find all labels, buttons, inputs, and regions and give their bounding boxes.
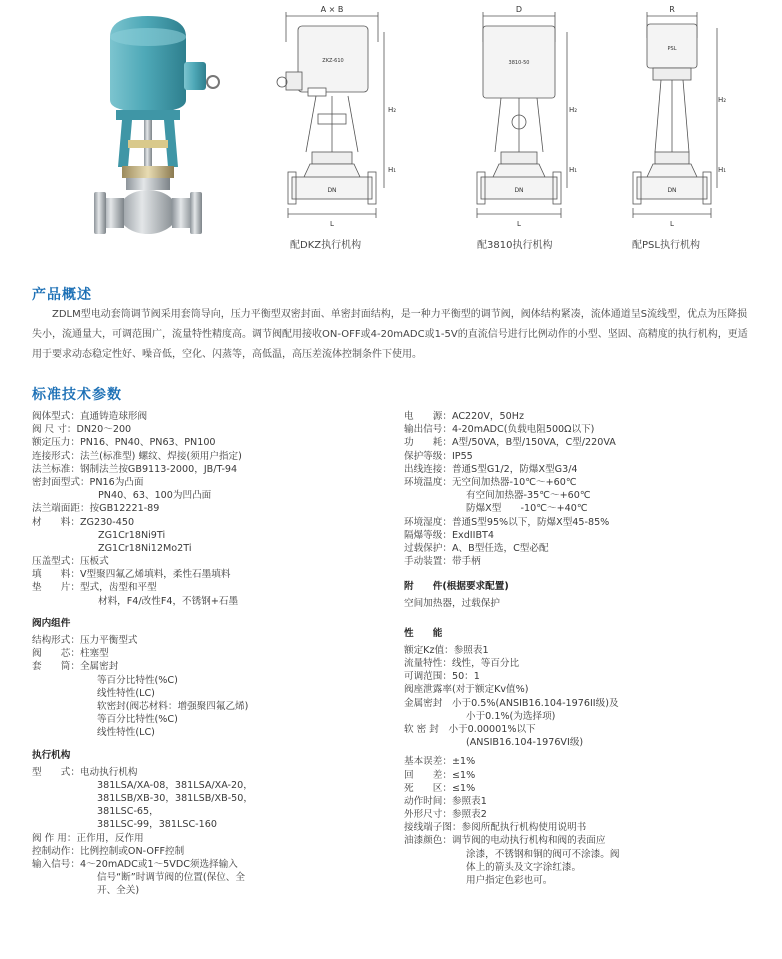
body-label: DN xyxy=(667,187,677,194)
spec-line: 保护等级：IP55 xyxy=(404,450,473,462)
spec-line: 死 区：≤1% xyxy=(404,782,476,794)
dim-h1: H₁ xyxy=(388,166,397,174)
spec-line: 涂漆，不锈钢和铜的阀可不涂漆。阀 xyxy=(466,848,620,860)
drawing-dkz xyxy=(272,2,397,238)
dim-l: L xyxy=(670,220,674,228)
spec-line: 软 密 封 小于0.00001%以下 xyxy=(404,723,536,735)
caption-3810: 配3810执行机构 xyxy=(477,240,553,251)
dim-l: L xyxy=(330,220,334,228)
spec-line: 环境温度：无空间加热器-10℃～+60℃ xyxy=(404,476,577,488)
actuator-label: 3810-50 xyxy=(508,60,530,66)
spec-line: 可调范围：50：1 xyxy=(404,671,480,683)
spec-line: 动作时间：参照表1 xyxy=(404,795,487,807)
spec-line: 381LSA/XA-08，381LSA/XA-20， xyxy=(97,779,253,791)
spec-line: 金属密封 小于0.5%(ANSIB16.104-1976II级)及 xyxy=(404,697,619,709)
spec-line: 隔爆等级：ExdIIBT4 xyxy=(404,529,495,541)
spec-line: 防爆X型 -10℃～+40℃ xyxy=(466,503,588,515)
spec-line: 压盖型式：压板式 xyxy=(32,556,109,568)
dim-h2: H₂ xyxy=(718,96,727,104)
body-label: DN xyxy=(327,187,337,194)
dim-top: D xyxy=(515,5,523,14)
spec-line: PN40、63、100为凹凸面 xyxy=(98,490,212,502)
spec-line: 法兰端面距：按GB12221-89 xyxy=(32,503,160,515)
spec-line: 密封面型式：PN16为凸面 xyxy=(32,476,144,488)
spec-line: 额定Kz值：参照表1 xyxy=(404,644,489,656)
spec-line: 电 源：AC220V，50Hz xyxy=(404,411,524,422)
spec-line: 线性特性(LC) xyxy=(97,687,155,699)
psl-dimension-drawing-icon xyxy=(625,2,725,234)
overview-heading: 产品概述 xyxy=(32,287,92,303)
caption-dkz: 配DKZ执行机构 xyxy=(290,240,362,251)
spec-line: 出线连接：普通S型G1/2，防爆X型G3/4 xyxy=(404,463,578,475)
dim-l: L xyxy=(517,220,521,228)
dim-top: R xyxy=(669,5,675,14)
spec-line: 控制动作：比例控制或ON-OFF控制 xyxy=(32,845,185,857)
dkz-dimension-drawing-icon xyxy=(272,2,397,234)
drawing-3810 xyxy=(465,2,578,238)
spec-line: 线性特性(LC) xyxy=(97,727,155,739)
spec-line: 回 差：≤1% xyxy=(404,769,476,781)
spec-line: 有空间加热器-35℃～+60℃ xyxy=(466,490,591,502)
spec-line: 小于0.1%(为选择项) xyxy=(466,710,556,722)
spec-line: 开、全关) xyxy=(97,885,140,897)
accessory-heading: 附 件(根据要求配置) xyxy=(404,581,509,593)
spec-line: 手动装置：带手柄 xyxy=(404,556,481,568)
electric-valve-photo-icon xyxy=(88,2,238,240)
spec-line: 软密封(阀芯材料：增强聚四氟乙烯) xyxy=(97,700,249,712)
spec-line: 功 耗：A型/50VA，B型/150VA，C型/220VA xyxy=(404,437,616,449)
spec-line: 环境湿度：普通S型95%以下，防爆X型45-85% xyxy=(404,516,610,528)
caption-psl: 配PSL执行机构 xyxy=(632,240,700,251)
drawing-psl xyxy=(625,2,725,238)
spec-line: 连接形式：法兰(标准型) 螺纹、焊接(须用户指定) xyxy=(32,450,242,462)
spec-line: 基本误差：±1% xyxy=(404,756,476,768)
spec-line: 信号“断”时调节阀的位置(保位、全 xyxy=(97,872,245,884)
valve-photo xyxy=(88,2,238,240)
spec-line: 输入信号：4～20mADC或1～5VDC须选择输入 xyxy=(32,859,238,871)
specs-left-column xyxy=(32,410,372,898)
dim-h2: H₂ xyxy=(569,106,578,114)
spec-line: 填 料：V型聚四氟乙烯填料，柔性石墨填料 xyxy=(32,569,231,581)
3810-dimension-drawing-icon xyxy=(465,2,578,234)
spec-line: 油漆颜色：调节阀的电动执行机构和阀的表面应 xyxy=(404,835,606,847)
actuator-label: ZKZ-610 xyxy=(322,58,344,64)
spec-line: 阀体型式：直通铸造球形阀 xyxy=(32,411,148,422)
spec-line: 381LSB/XB-30，381LSB/XB-50， xyxy=(97,793,253,805)
performance-heading: 性 能 xyxy=(404,627,443,639)
spec-line: 套 筒：全属密封 xyxy=(32,661,119,673)
spec-line: 结构形式：压力平衡型式 xyxy=(32,635,138,647)
actuator-label: PSL xyxy=(667,46,677,52)
spec-line: (ANSIB16.104-1976VI级) xyxy=(466,737,584,749)
dim-h1: H₁ xyxy=(718,166,727,174)
spec-line: 空间加热器，过载保护 xyxy=(404,598,500,610)
specs-heading: 标准技术参数 xyxy=(32,387,122,403)
spec-line: 流量特性：线性，等百分比 xyxy=(404,658,520,670)
spec-line: 381LSC-99，381LSC-160 xyxy=(97,819,217,831)
actuator-heading: 执行机构 xyxy=(32,749,71,761)
spec-line: 额定压力：PN16、PN40、PN63、PN100 xyxy=(32,437,216,449)
spec-line: 法兰标准：钢制法兰按GB9113-2000，JB/T-94 xyxy=(32,463,238,475)
overview-text: ZDLM型电动套筒调节阀采用套筒导向，压力平衡型双密封面、单密封面结构，是一种力平衡型的调节阀，阀体结构紧凑，流体通道呈S流线型，优点为压降损失小，流通量大，可调范围广，流量特性精度高。调节阀配用接收ON-OFF或4-20mADC或1-5V的直流信号进行比例动作的小型、坚固、高精度的执行机构，更适用于要求动态稳定性好、噪音低，空化、闪蒸等，高低温，高压差流体控制条件下使用。 xyxy=(32,309,748,360)
spec-line: 接线端子图：参阅所配执行机构使用说明书 xyxy=(404,822,587,834)
specs-right-column xyxy=(404,410,764,887)
dim-h1: H₁ xyxy=(569,166,578,174)
spec-line: 垫 片：型式，齿型和平型 xyxy=(32,582,157,594)
spec-line: 过载保护：A、B型任选，C型必配 xyxy=(404,542,549,554)
spec-line: 外形尺寸：参照表2 xyxy=(404,809,487,821)
spec-line: 阀 芯：柱塞型 xyxy=(32,648,109,660)
spec-line: 体上的箭头及文字涂红漆。 xyxy=(466,861,582,873)
spec-line: 等百分比特性(%C) xyxy=(97,674,178,686)
internals-heading: 阀内组件 xyxy=(32,617,71,629)
spec-line: 输出信号：4-20mADC(负载电阻500Ω以下) xyxy=(404,424,595,436)
spec-line: 381LSC-65， xyxy=(97,806,159,818)
spec-line: 材料，F4/改性F4，不锈钢+石墨 xyxy=(98,595,239,607)
dim-top: A × B xyxy=(320,5,344,14)
spec-line: 等百分比特性(%C) xyxy=(97,714,178,726)
spec-line: ZG1Cr18Ni12Mo2Ti xyxy=(98,542,192,554)
spec-line: ZG1Cr18Ni9Ti xyxy=(98,529,166,541)
spec-line: 材 料：ZG230-450 xyxy=(32,516,135,528)
spec-line: 用户指定色彩也可。 xyxy=(466,875,553,887)
spec-line: 阀座泄露率(对于额定Kv值%) xyxy=(404,684,529,696)
spec-line: 阀 作 用：正作用，反作用 xyxy=(32,832,144,844)
spec-line: 阀 尺 寸：DN20～200 xyxy=(32,424,132,436)
body-label: DN xyxy=(514,187,524,194)
dim-h2: H₂ xyxy=(388,106,397,114)
spec-line: 型 式：电动执行机构 xyxy=(32,766,138,778)
